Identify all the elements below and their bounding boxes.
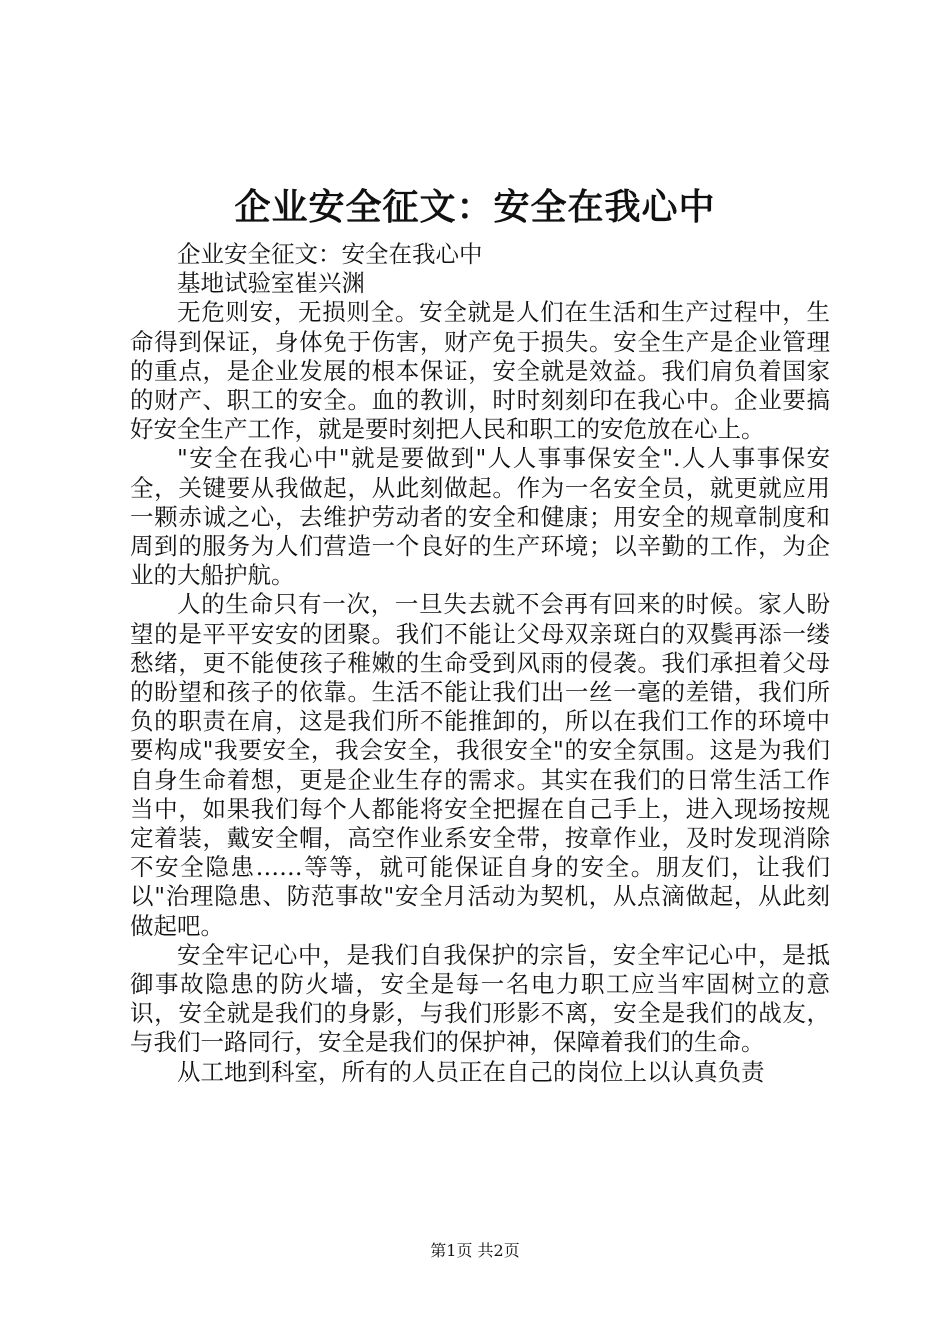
paragraph: 从工地到科室，所有的人员正在自己的岗位上以认真负责	[177, 1057, 765, 1086]
author-line: 基地试验室崔兴渊	[177, 269, 365, 298]
paragraph: 人的生命只有一次，一旦失去就不会再有回来的时候。家人盼望的是平平安安的团聚。我们不能让父母双亲斑白的双鬓再添一缕愁绪，更不能使孩子稚嫩的生命受到风雨的侵袭。我们承担着父母的盼望和孩子的依靠。生活不能让我们出一丝一毫的差错，我们所负的职责在肩，这是我们所不能推卸的，所以在我们工作的环境中要构成"我要安全，我会安全，我很安全"的安全氛围。这是为我们自身生命着想，更是企业生存的需求。其实在我们的日常生活工作当中，如果我们每个人都能将安全把握在自己手上，进入现场按规定着装，戴安全帽，高空作业系安全带，按章作业，及时发现消除不安全隐患……等等，就可能保证自身的安全。朋友们，让我们以"治理隐患、防范事故"安全月活动为契机，从点滴做起，从此刻做起吧。	[130, 590, 830, 940]
paragraph: "安全在我心中"就是要做到"人人事事保安全".人人事事保安全，关键要从我做起，从此刻做起。作为一名安全员，就更就应用一颗赤诚之心，去维护劳动者的安全和健康；用安全的规章制度和周到的服务为人们营造一个良好的生产环境；以辛勤的工作，为企业的大船护航。	[130, 444, 830, 590]
paragraph: 安全牢记心中，是我们自我保护的宗旨，安全牢记心中，是抵御事故隐患的防火墙，安全是每一名电力职工应当牢固树立的意识，安全就是我们的身影，与我们形影不离，安全是我们的战友，与我们一路同行，安全是我们的保护神，保障着我们的生命。	[130, 940, 830, 1057]
document-title: 企业安全征文：安全在我心中	[234, 186, 716, 228]
body-heading-line: 企业安全征文：安全在我心中	[177, 240, 483, 268]
paragraph: 无危则安，无损则全。安全就是人们在生活和生产过程中，生命得到保证，身体免于伤害，财产免于损失。安全生产是企业管理的重点，是企业发展的根本保证，安全就是效益。我们肩负着国家的财产、职工的安全。血的教训，时时刻刻印在我心中。企业要搞好安全生产工作，就是要时刻把人民和职工的安危放在心上。	[130, 298, 830, 444]
document-body	[130, 240, 830, 1087]
page-number-footer: 第1页 共2页	[430, 1241, 520, 1260]
